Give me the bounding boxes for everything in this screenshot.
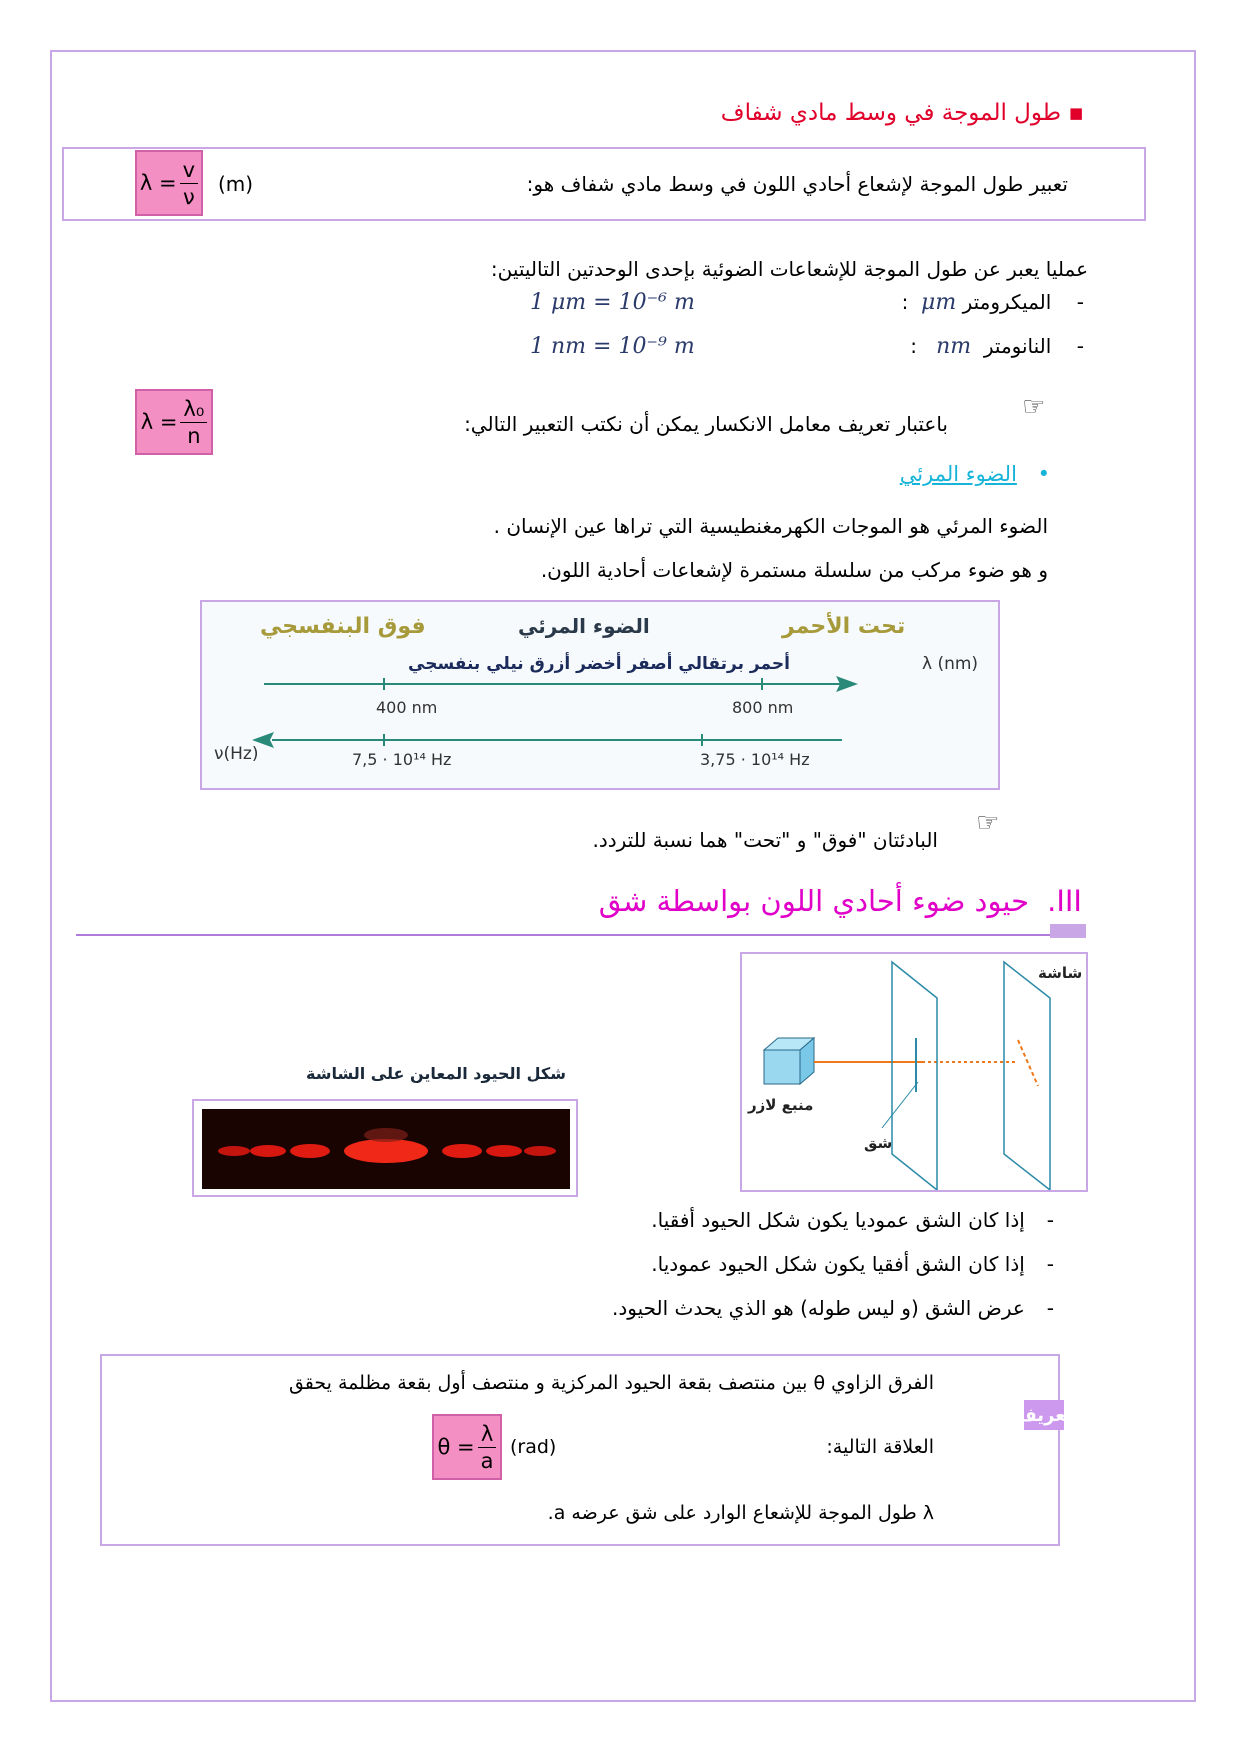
definition-unit: (rad)	[510, 1436, 557, 1458]
observation-item: -إذا كان الشق أفقيا يكون شكل الحيود عموديا.	[651, 1252, 1054, 1276]
units-intro: عمليا يعبر عن طول الموجة للإشعاعات الضوئية بإحدى الوحدتين التاليتين:	[490, 257, 1088, 281]
pattern-caption: شكل الحيود المعاين على الشاشة	[306, 1064, 566, 1083]
visible-light-heading: • الضوء المرئي	[899, 462, 1050, 486]
formula-denominator: ν	[182, 184, 195, 209]
section3-number: III.	[1047, 884, 1082, 918]
prefix-note-text: البادئتان "فوق" و "تحت" هما نسبة للتردد.	[592, 828, 938, 852]
expression-unit: (m)	[218, 172, 254, 196]
lambda-axis-label: λ (nm)	[922, 654, 979, 674]
section-title	[721, 100, 1084, 126]
visible-light-line2: و هو ضوء مركب من سلسلة مستمرة لإشعاعات أحادية اللون.	[540, 558, 1048, 582]
section3-underline	[76, 934, 1086, 936]
label-screen: شاشة	[1038, 964, 1083, 982]
definition-line2: العلاقة التالية:	[826, 1436, 934, 1458]
angle-formula: θ = $\frac{\lambda}{a}$	[432, 1414, 502, 1480]
colors-sequence: أحمر برتقالي أصفر أخضر أزرق نيلي بنفسجي	[408, 654, 790, 674]
label-laser: منبع لازر	[748, 1096, 814, 1114]
label-slit: شق	[864, 1134, 893, 1152]
formula-numerator: v	[180, 157, 198, 184]
section3-title: حيود ضوء أحادي اللون بواسطة شق	[598, 884, 1030, 918]
pointing-hand-icon: ☞	[976, 808, 1000, 838]
section3-heading	[282, 884, 1082, 918]
tick-800nm: 800 nm	[732, 698, 794, 717]
observation-item: -إذا كان الشق عموديا يكون شكل الحيود أفقيا.	[651, 1208, 1054, 1232]
nanometer-equation: 1 nm = 10⁻⁹ m	[530, 334, 695, 359]
definition-tag: تعريف	[1024, 1400, 1064, 1430]
expression-text: تعبير طول الموجة لإشعاع أحادي اللون في وسط مادي شفاف هو:	[526, 172, 1068, 196]
observation-item: -عرض الشق (و ليس طوله) هو الذي يحدث الحيود.	[611, 1296, 1054, 1320]
square-bullet-icon: ▪	[1068, 100, 1084, 126]
tick-freq-1: 7,5 · 10¹⁴ Hz	[352, 750, 452, 769]
label-ultraviolet: فوق البنفسجي	[260, 614, 426, 639]
spectrum-axes	[202, 602, 998, 788]
section3-underline-accent	[1050, 924, 1086, 938]
tick-400nm: 400 nm	[376, 698, 438, 717]
diffraction-setup-drawing	[742, 954, 1086, 1190]
dash-marker: -	[1046, 1208, 1054, 1232]
section-title-text: طول الموجة في وسط مادي شفاف	[720, 100, 1062, 126]
visible-light-line1: الضوء المرئي هو الموجات الكهرمغنطيسية التي تراها عين الإنسان .	[493, 514, 1048, 538]
wavelength-formula: λ = $\frac{v}{\nu}$	[135, 150, 203, 216]
refraction-formula: λ = $\frac{\text{λ₀}}{n}$	[135, 389, 213, 455]
pointing-hand-icon: ☞	[1022, 392, 1046, 422]
diffraction-pattern-frame	[192, 1099, 578, 1197]
dash-marker: -	[1046, 1296, 1054, 1320]
spectrum-figure	[200, 600, 1000, 790]
bullet-icon: •	[1037, 462, 1050, 486]
label-visible: الضوء المرئي	[518, 614, 650, 638]
label-infrared: تحت الأحمر	[782, 614, 906, 639]
diffraction-pattern-image	[202, 1109, 570, 1189]
dash-marker: -	[1046, 1252, 1054, 1276]
unit-row-nanometer: - النانومتر nm :	[910, 334, 1084, 359]
definition-line3: λ طول الموجة للإشعاع الوارد على شق عرضه a.	[547, 1502, 934, 1524]
definition-line1: الفرق الزاوي θ بين منتصف بقعة الحيود المركزية و منتصف أول بقعة مظلمة يحقق	[288, 1372, 934, 1394]
refraction-note-text: باعتبار تعريف معامل الانكسار يمكن أن نكتب التعبير التالي:	[464, 412, 948, 436]
diffraction-setup-figure	[740, 952, 1088, 1192]
micrometer-equation: 1 μm = 10⁻⁶ m	[530, 290, 695, 315]
tick-freq-2: 3,75 · 10¹⁴ Hz	[700, 750, 810, 769]
unit-row-micrometer: - الميكرومتر μm :	[901, 290, 1084, 315]
nu-axis-label: ν(Hz)	[214, 744, 259, 764]
